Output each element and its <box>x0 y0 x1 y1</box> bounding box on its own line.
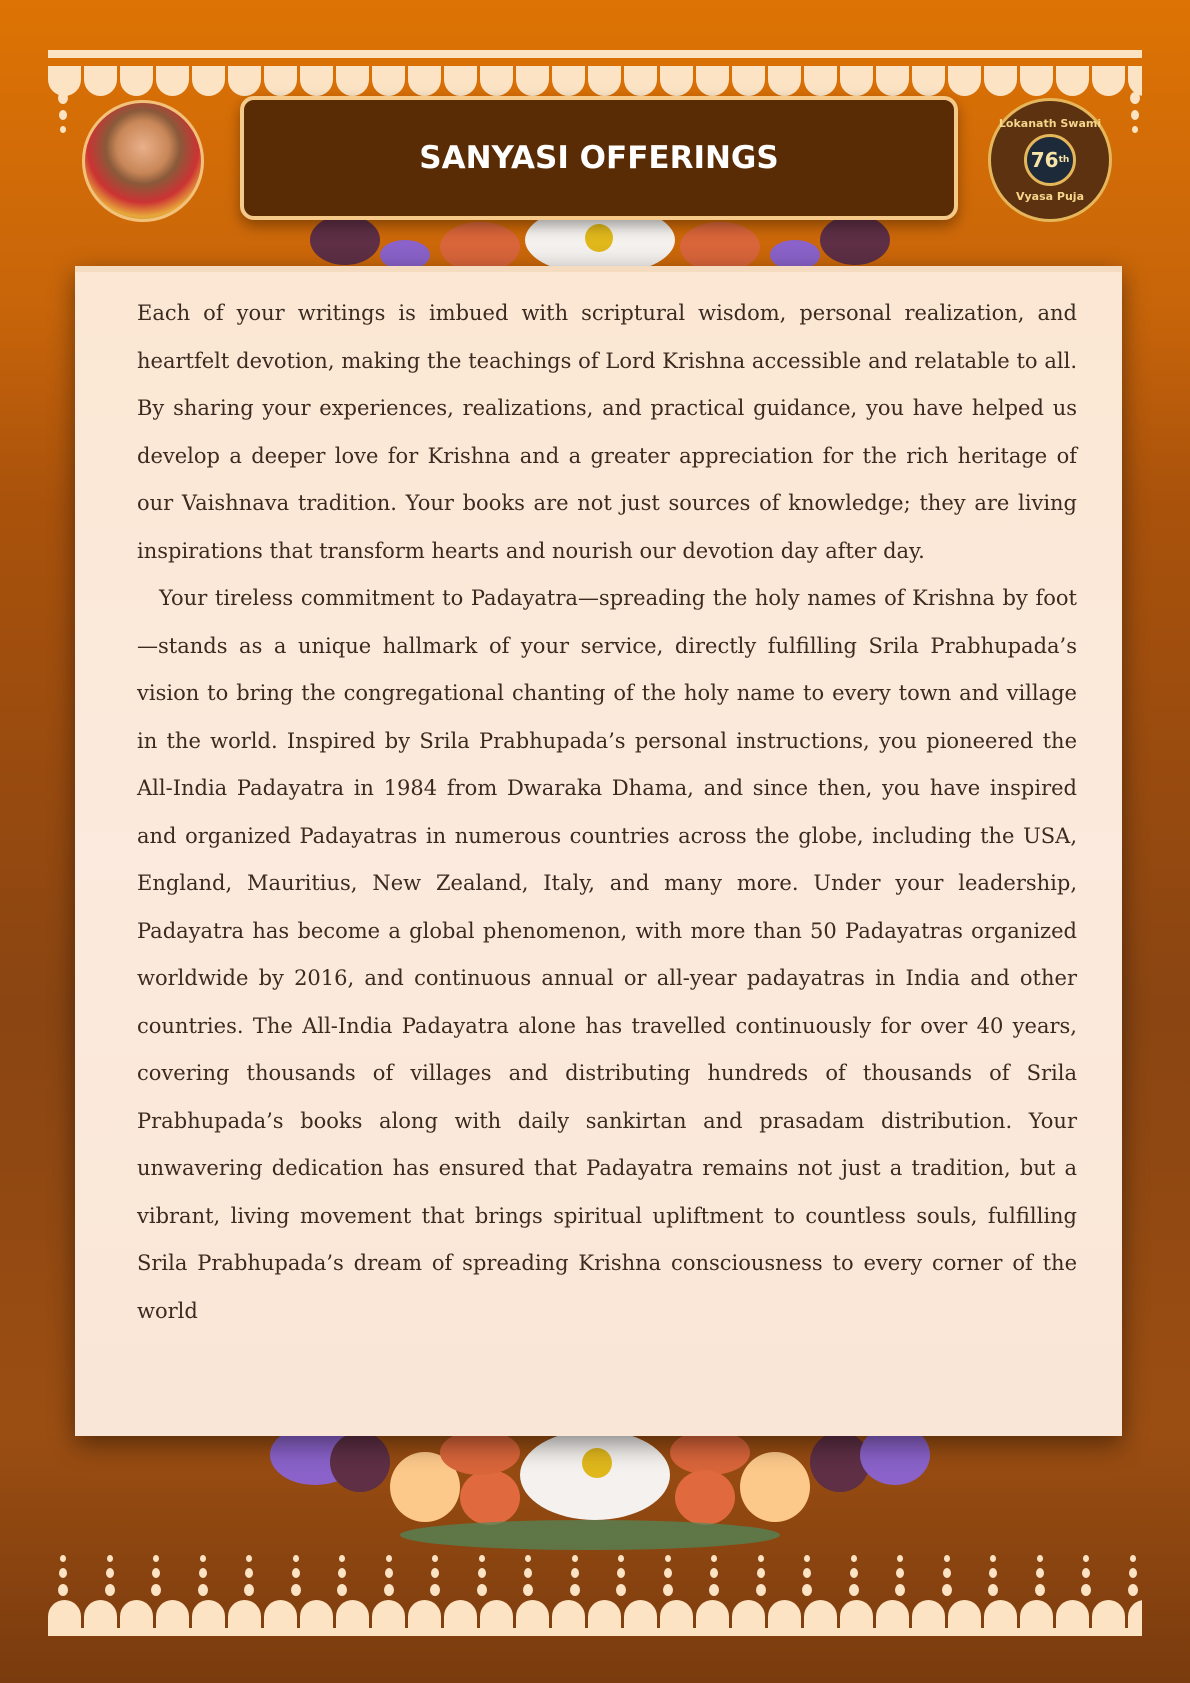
dot-string <box>523 1555 533 1596</box>
scallop <box>480 1600 513 1630</box>
dot-string <box>942 1555 952 1596</box>
dot-string <box>151 1555 161 1596</box>
dot-string <box>58 1555 68 1596</box>
dot-string <box>895 1555 905 1596</box>
scallop <box>804 66 837 96</box>
dot-string <box>616 1555 626 1596</box>
top-scallop-border <box>48 66 1142 96</box>
scallop <box>588 1600 621 1630</box>
scallop <box>300 66 333 96</box>
dot-string <box>1081 1555 1091 1596</box>
scallop <box>732 66 765 96</box>
scallop <box>552 66 585 96</box>
dot-string-left <box>58 92 68 133</box>
dot-string <box>802 1555 812 1596</box>
dot-string <box>756 1555 766 1596</box>
badge-number <box>1024 134 1076 186</box>
top-border-rail <box>48 50 1142 58</box>
scallop <box>1128 1600 1142 1630</box>
scallop <box>876 66 909 96</box>
scallop <box>408 1600 441 1630</box>
scallop <box>516 66 549 96</box>
bottom-dot-strings <box>58 1555 1138 1596</box>
scallop <box>1020 1600 1053 1630</box>
dot-string <box>105 1555 115 1596</box>
dot-string <box>849 1555 859 1596</box>
scallop <box>732 1600 765 1630</box>
scallop <box>156 1600 189 1630</box>
scallop <box>228 66 261 96</box>
scallop <box>120 66 153 96</box>
scallop <box>192 1600 225 1630</box>
paragraph: Your tireless commitment to Padayatra—spreading the holy names of Krishna by foot—stands as a unique hallmark of your service, directly fulfilling Srila Prabhupada’s vision to bring the congregational chanting of the holy name to every town and village in the world. Inspired by Srila Prabhupada’s personal instructions, you pioneered the All-India Padayatra in 1984 from Dwaraka Dhama, and since then, you have inspired and organized Padayatras in numerous countries across the globe, including the USA, England, Mauritius, New Zealand, Italy, and many more. Under your leadership, Padayatra has become a global phenomenon, with more than 50 Padayatras organized worldwide by 2016, and continuous annual or all-year padayatras in India and other countries. The All-India Padayatra alone has travelled continuously for over 40 years, covering thousands of villages and distributing hundreds of thousands of Srila Prabhupada’s books along with daily sankirtan and prasadam distribution. Your unwavering dedication has ensured that Padayatra remains not just a tradition, but a vibrant, living movement that brings spiritual upliftment to countless souls, fulfilling Srila Prabhupada’s dream of spreading Krishna consciousness to every corner of the world <box>137 586 1077 1323</box>
scallop <box>120 1600 153 1630</box>
scallop <box>984 1600 1017 1630</box>
bottom-scallop-border <box>48 1600 1142 1630</box>
scallop <box>408 66 441 96</box>
paragraph: Each of your writings is imbued with scriptural wisdom, personal realization, and heartfelt devotion, making the teachings of Lord Krishna accessible and relatable to all. By sharing your experiences, realizations, and practical guidance, you have helped us develop a deeper love for Krishna and a greater appreciation for the rich heritage of our Vaishnava tradition. Your books are not just sources of knowledge; they are living inspirations that transform hearts and nourish our devotion day after day. <box>137 301 1077 563</box>
scallop <box>156 66 189 96</box>
scallop <box>804 1600 837 1630</box>
scallop <box>948 1600 981 1630</box>
scallop <box>264 66 297 96</box>
dot-string <box>291 1555 301 1596</box>
badge-bottom-text: Vyasa Puja <box>1016 190 1084 203</box>
scallop <box>912 1600 945 1630</box>
scallop <box>444 66 477 96</box>
scallop <box>480 66 513 96</box>
scallop <box>768 66 801 96</box>
scallop <box>48 1600 81 1630</box>
scallop <box>264 1600 297 1630</box>
scallop <box>840 66 873 96</box>
scallop <box>1056 66 1089 96</box>
scallop <box>1092 66 1125 96</box>
scallop <box>1092 1600 1125 1630</box>
scallop <box>876 1600 909 1630</box>
scallop <box>228 1600 261 1630</box>
scallop <box>336 1600 369 1630</box>
dot-string <box>430 1555 440 1596</box>
scallop <box>552 1600 585 1630</box>
bottom-border-rail <box>48 1628 1142 1636</box>
scallop <box>1020 66 1053 96</box>
scallop <box>516 1600 549 1630</box>
badge-number-value: 76 <box>1030 148 1059 172</box>
scallop <box>300 1600 333 1630</box>
scallop <box>1056 1600 1089 1630</box>
dot-string <box>1035 1555 1045 1596</box>
dot-string <box>244 1555 254 1596</box>
vyasa-puja-badge <box>988 98 1112 222</box>
dot-string <box>988 1555 998 1596</box>
offering-text <box>137 290 1077 1335</box>
scallop <box>84 1600 117 1630</box>
offering-paper <box>75 266 1122 1436</box>
scallop <box>768 1600 801 1630</box>
dot-string <box>198 1555 208 1596</box>
badge-suffix: th <box>1058 155 1070 165</box>
scallop <box>372 66 405 96</box>
badge-top-text: Lokanath Swami <box>998 117 1102 130</box>
scallop <box>840 1600 873 1630</box>
page-title: SANYASI OFFERINGS <box>419 140 779 176</box>
dot-string-right <box>1130 92 1140 133</box>
dot-string <box>477 1555 487 1596</box>
scallop <box>660 66 693 96</box>
dot-string <box>570 1555 580 1596</box>
scallop <box>336 66 369 96</box>
scallop <box>696 1600 729 1630</box>
dot-string <box>709 1555 719 1596</box>
scallop <box>948 66 981 96</box>
dot-string <box>384 1555 394 1596</box>
scallop <box>192 66 225 96</box>
scallop <box>912 66 945 96</box>
scallop <box>588 66 621 96</box>
scallop <box>660 1600 693 1630</box>
scallop <box>84 66 117 96</box>
scallop <box>624 66 657 96</box>
dot-string <box>1128 1555 1138 1596</box>
avatar <box>82 100 204 222</box>
dot-string <box>337 1555 347 1596</box>
scallop <box>984 66 1017 96</box>
header-title-box <box>240 96 958 220</box>
scallop <box>444 1600 477 1630</box>
dot-string <box>663 1555 673 1596</box>
scallop <box>372 1600 405 1630</box>
scallop <box>624 1600 657 1630</box>
scallop <box>696 66 729 96</box>
